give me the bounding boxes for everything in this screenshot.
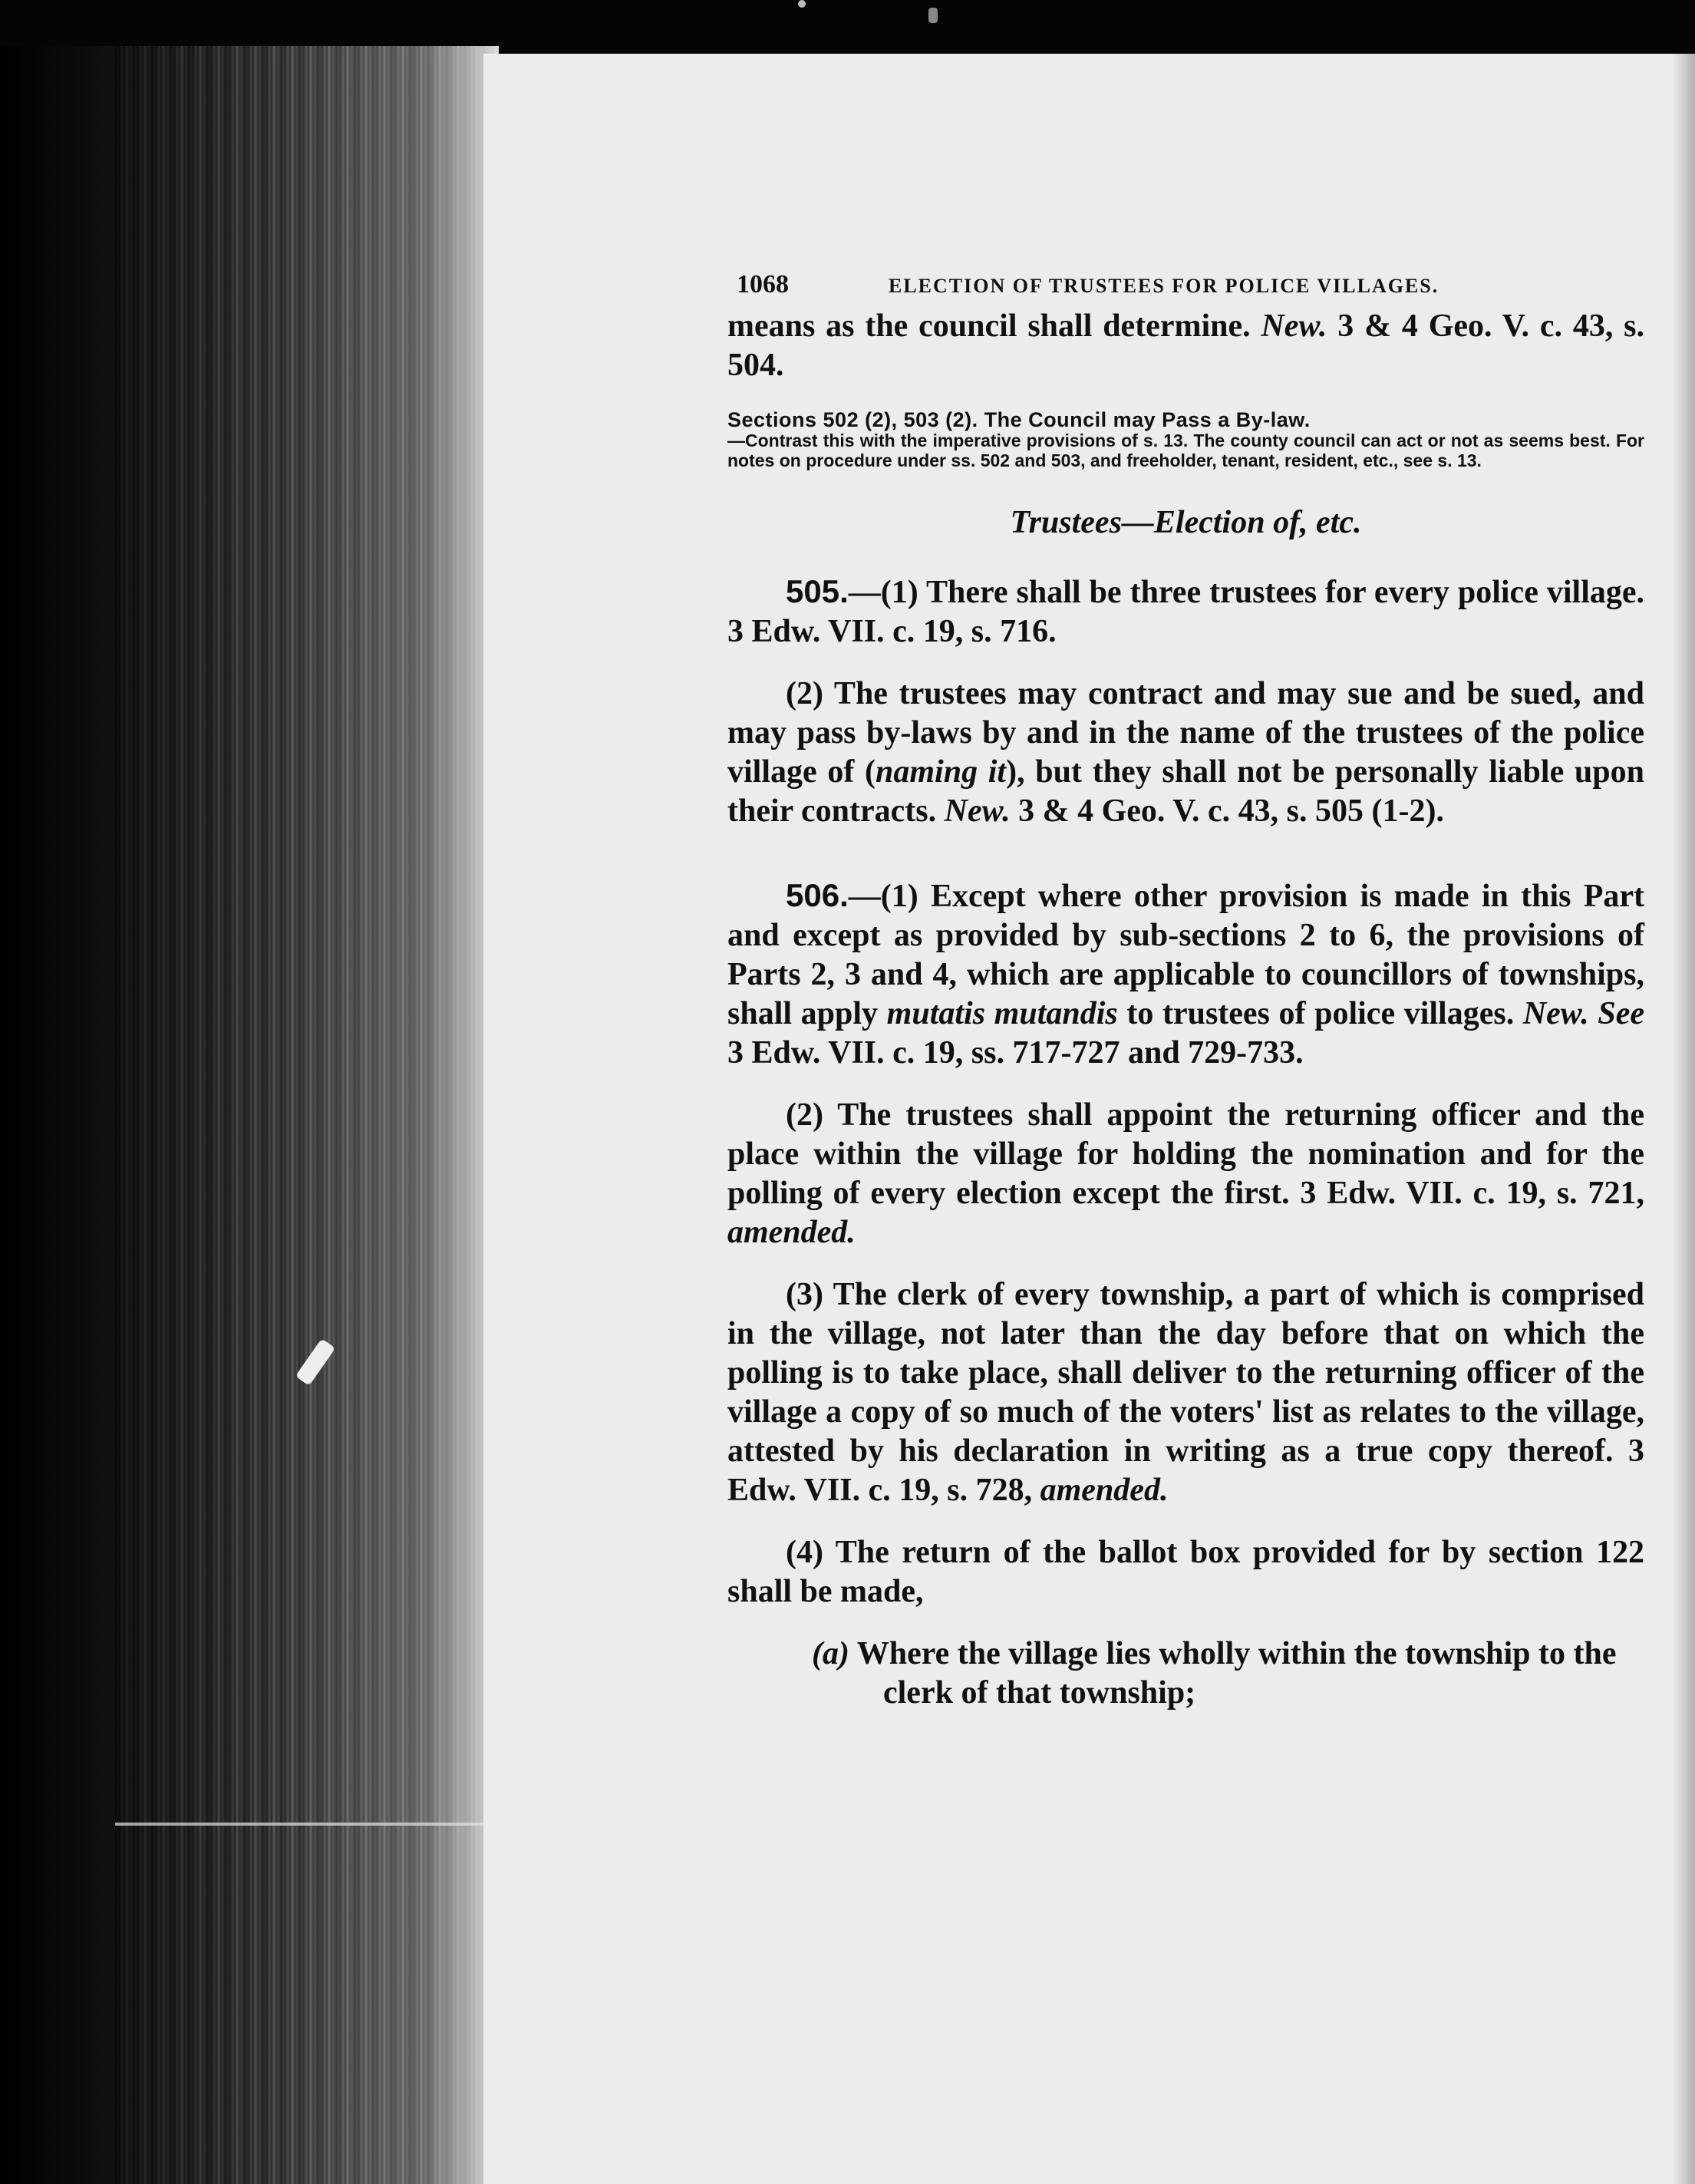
subsection-text: (3) The clerk of every township, a part of which is comprised in the village, not later than the day before that on which the polling is to take place, shall deliver to the returning officer of the village a copy of so much of the voters' list as relates to the village, attested by his declaration in writing as a true copy thereof. 3 Edw. VII. c. 19, s. 728, — [727, 1277, 1644, 1508]
clause-text: Where the village lies wholly within the township to the clerk of that township; — [856, 1636, 1617, 1711]
section-heading: Trustees—Election of, etc. — [1010, 505, 1362, 540]
spacer — [727, 1510, 1644, 1533]
subsection-text: (2) The trustees shall appoint the returning officer and the place within the village for holding the nomination and for the polling of every election except the first. 3 Edw. VII. c. 19, s. 721, — [727, 1097, 1644, 1211]
section-506-subsection-2 — [727, 1096, 1644, 1252]
book-page-edges-shading — [115, 46, 499, 2184]
spacer — [727, 831, 1644, 876]
note-text: —Contrast this with the imperative provisions of s. 13. The county council can act or not as seems best. For notes on procedure under ss. 502 and 503, and freeholder, tenant, resident, etc., see s. 13. — [727, 431, 1644, 470]
page-right-shadow — [1672, 54, 1695, 2184]
subsection-text: (2) The trustees may contract and may sue and be sued, and may pass by-laws by and in the name of the trustees of the police village of ( — [727, 676, 1644, 790]
citation: 3 Edw. VII. c. 19, ss. 717-727 and 729-733. — [727, 1035, 1304, 1071]
new-marker: New. — [944, 793, 1011, 829]
section-505-subsection-2 — [727, 675, 1644, 831]
scan-artifact-line — [115, 1823, 499, 1826]
section-number: 505. — [786, 573, 849, 609]
spacer — [727, 1073, 1644, 1096]
running-head — [727, 270, 1644, 301]
scan-left-shadow — [0, 46, 115, 2184]
page-text-block — [727, 270, 1644, 1713]
amended-marker: amended. — [1040, 1473, 1169, 1508]
citation: 3 & 4 Geo. V. c. 43, s. 504. — [727, 308, 1645, 383]
continuation-text: means as the council shall determine. — [727, 308, 1251, 344]
running-title: ELECTION OF TRUSTEES FOR POLICE VILLAGES. — [889, 275, 1439, 297]
spacer — [727, 652, 1644, 675]
section-506-subsection-4: (4) The return of the ballot box provided for by section 122 shall be made, — [727, 1535, 1644, 1609]
italic-text: naming it — [876, 754, 1007, 790]
new-marker: New. — [1522, 996, 1589, 1031]
section-506-subsection-3 — [727, 1275, 1644, 1510]
subsection-text: ), but they shall not be personally liable upon their contracts. — [727, 754, 1644, 829]
subsection-text: to trustees of police villages. — [1126, 996, 1515, 1031]
subsection-text: —(1) Except where other provision is made in this Part and except as provided by sub-sections 2 to 6, the provisions of Parts 2, 3 and 4, which are applicable to councillors of townships, shall apply — [727, 879, 1644, 1031]
continuation-paragraph — [727, 307, 1644, 385]
new-marker: New. — [1261, 308, 1327, 344]
note-heading: Sections 502 (2), 503 (2). The Council may Pass a By-law. — [727, 408, 1311, 431]
clause-a — [812, 1635, 1644, 1713]
amended-marker: amended. — [727, 1215, 856, 1250]
annotation-note — [727, 410, 1644, 470]
scan-speck — [928, 8, 938, 23]
subsection-text: —(1) There shall be three trustees for every police village. 3 Edw. VII. c. 19, s. 716. — [727, 575, 1644, 649]
scan-speck — [798, 0, 806, 8]
citation: 3 & 4 Geo. V. c. 43, s. 505 (1-2). — [1018, 793, 1444, 829]
section-506-subsection-1 — [727, 876, 1644, 1073]
spacer — [727, 1252, 1644, 1275]
page-number: 1068 — [737, 270, 789, 299]
clause-label: (a) — [812, 1636, 849, 1671]
italic-text: mutatis mutandis — [886, 996, 1118, 1031]
spacer — [727, 1612, 1644, 1635]
section-505-subsection-1 — [727, 572, 1644, 652]
see-marker: See — [1598, 996, 1645, 1031]
section-number: 506. — [786, 877, 849, 913]
